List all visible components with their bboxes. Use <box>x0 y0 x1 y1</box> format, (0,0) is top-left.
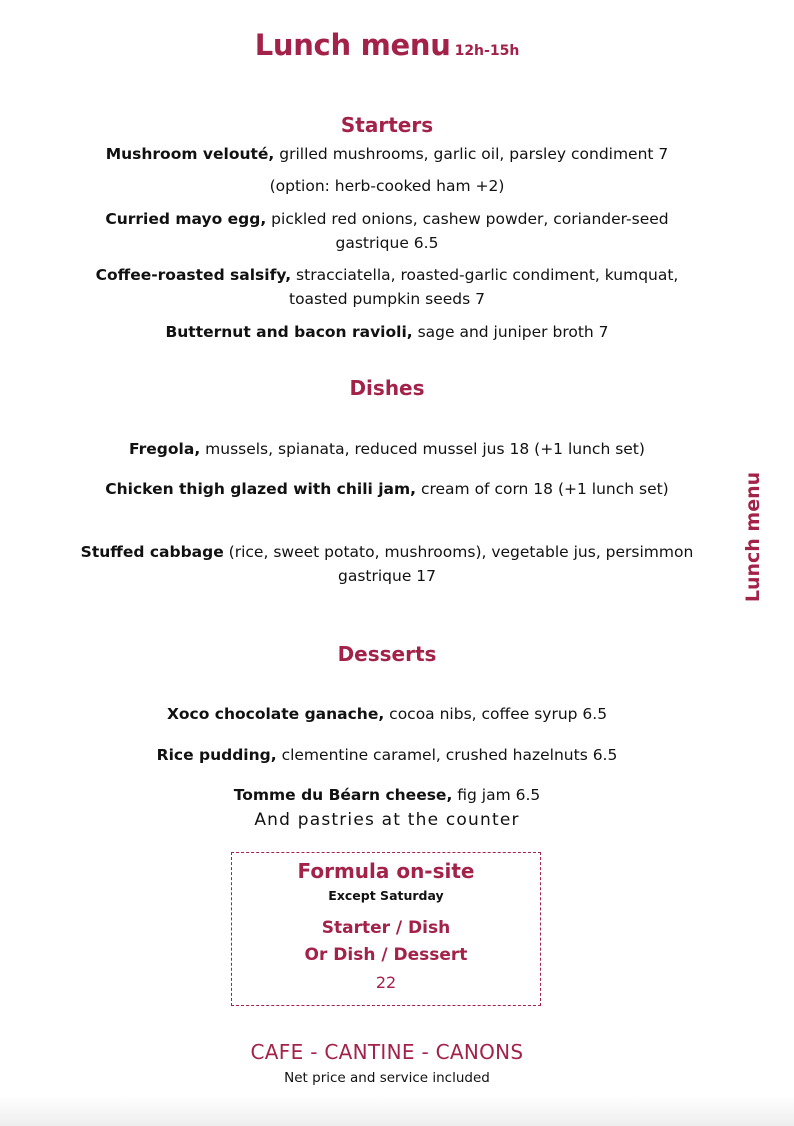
side-label: Lunch menu <box>742 471 764 603</box>
item-desc: grilled mushrooms, garlic oil, parsley condiment 7 <box>274 145 669 163</box>
page-bottom-shadow <box>0 1096 794 1126</box>
formula-option: Starter / Dish <box>321 918 451 938</box>
starters-heading: Starters <box>340 113 434 137</box>
pastries-note: And pastries at the counter <box>254 810 520 830</box>
restaurant-name: CAFE - CANTINE - CANONS <box>250 1040 524 1064</box>
starter-option <box>80 174 694 198</box>
desserts-heading: Desserts <box>337 642 437 666</box>
formula-option: Or Dish / Dessert <box>304 945 468 965</box>
item-name: Coffee-roasted salsify, <box>95 266 292 284</box>
item-name: Xoco chocolate ganache, <box>166 705 385 723</box>
menu-title-text: Lunch menu <box>254 28 451 62</box>
formula-box <box>231 852 541 1006</box>
dessert-item <box>80 702 694 726</box>
item-desc: stracciatella, roasted-garlic condiment, kumquat, toasted pumpkin seeds 7 <box>289 266 679 308</box>
menu-title <box>0 28 774 62</box>
item-desc: cocoa nibs, coffee syrup 6.5 <box>384 705 608 723</box>
starter-item <box>80 320 694 344</box>
item-name: Mushroom velouté, <box>105 145 275 163</box>
formula-title: Formula on-site <box>297 859 475 883</box>
item-name: Butternut and bacon ravioli, <box>165 323 413 341</box>
item-name: Rice pudding, <box>156 746 277 764</box>
dessert-item <box>80 743 694 767</box>
menu-hours: 12h-15h <box>454 43 520 59</box>
item-desc: fig jam 6.5 <box>452 786 541 804</box>
starter-item <box>80 142 694 166</box>
item-name: Tomme du Béarn cheese, <box>233 786 453 804</box>
item-name: Chicken thigh glazed with chili jam, <box>105 480 417 498</box>
dessert-item <box>80 783 694 807</box>
dish-item <box>80 540 694 588</box>
dishes-heading: Dishes <box>349 376 425 400</box>
formula-price: 22 <box>375 973 397 992</box>
item-desc: pickled red onions, cashew powder, coriander-seed gastrique 6.5 <box>266 210 669 252</box>
item-name: Fregola, <box>129 440 201 458</box>
starter-item <box>80 263 694 311</box>
item-desc: (option: herb-cooked ham +2) <box>269 177 505 195</box>
item-name: Stuffed cabbage <box>80 543 224 561</box>
item-desc: sage and juniper broth 7 <box>412 323 609 341</box>
item-desc: (rice, sweet potato, mushrooms), vegetable jus, persimmon gastrique 17 <box>223 543 694 585</box>
formula-except-note: Except Saturday <box>328 888 444 903</box>
dish-item <box>80 477 694 501</box>
price-note: Net price and service included <box>284 1070 490 1086</box>
item-desc: mussels, spianata, reduced mussel jus 18 (+1 lunch set) <box>200 440 645 458</box>
starter-item <box>80 207 694 255</box>
item-name: Curried mayo egg, <box>105 210 267 228</box>
item-desc: cream of corn 18 (+1 lunch set) <box>416 480 669 498</box>
dish-item <box>80 437 694 461</box>
item-desc: clementine caramel, crushed hazelnuts 6.5 <box>276 746 618 764</box>
